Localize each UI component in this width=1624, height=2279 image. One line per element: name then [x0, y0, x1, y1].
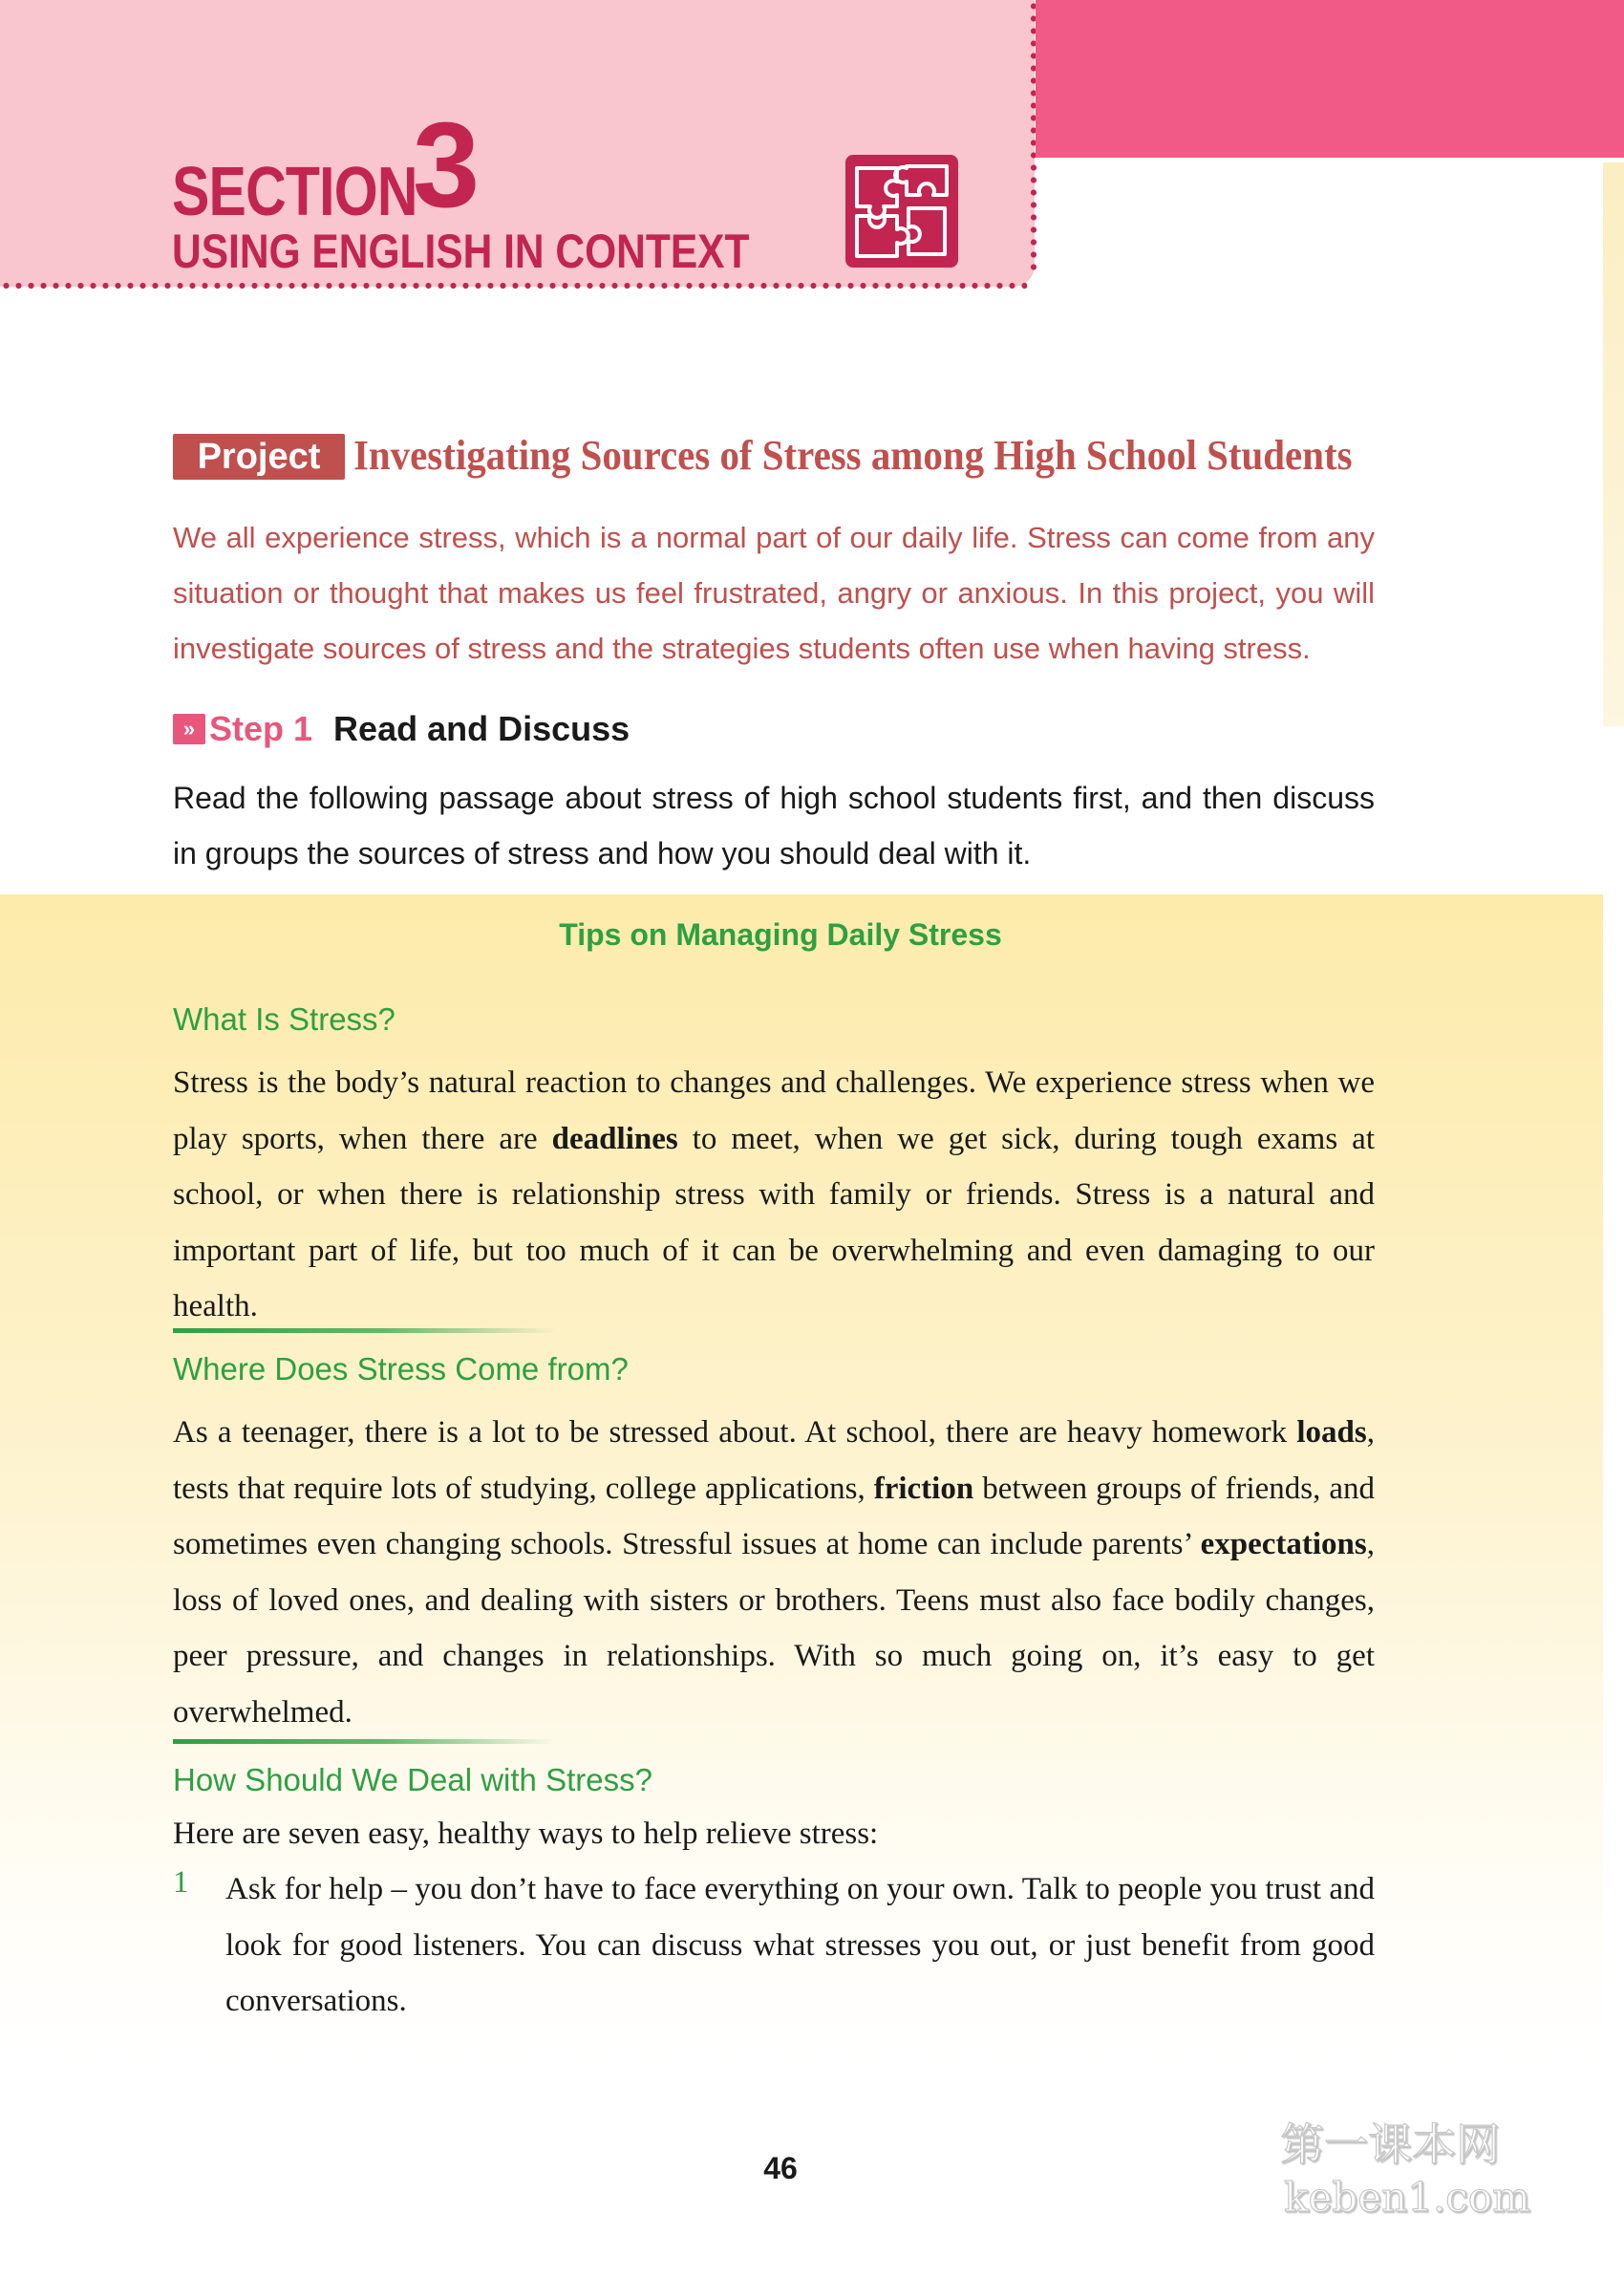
section-divider	[173, 1739, 555, 1744]
double-arrow-icon: »	[173, 714, 205, 744]
step-title: Read and Discuss	[333, 709, 630, 748]
project-badge: Project	[173, 434, 345, 480]
page-number: 46	[763, 2151, 798, 2185]
section-divider	[173, 1328, 555, 1333]
project-title: Investigating Sources of Stress among High School Students	[353, 432, 1353, 479]
paragraph-sources: As a teenager, there is a lot to be stressed about. At school, there are heavy homework loads, tests that require lots of studying, college applications, friction between groups of friends, and sometimes even changing schools. Stressful issues at home can include parents’ expectations, loss of loved ones, and dealing with sisters or brothers. Teens must also face bodily changes, peer pressure, and changes in relationships. With so much going on, it’s easy to get overwhelmed.	[173, 1415, 1376, 1730]
subheading-what-is-stress: What Is Stress?	[173, 1001, 395, 1037]
watermark-line-1: 第一课本网	[1280, 2118, 1500, 2170]
section-label: SECTION	[172, 154, 417, 230]
page-edge-strip	[1603, 162, 1624, 726]
list-lead: Here are seven easy, healthy ways to help relieve stress:	[173, 1817, 879, 1851]
step-label: Step 1	[209, 709, 313, 748]
watermark-line-2: keben1.com	[1284, 2174, 1530, 2221]
vocab-word: expectations	[1200, 1527, 1367, 1561]
section-number: 3	[413, 97, 481, 232]
subheading-sources: Where Does Stress Come from?	[173, 1351, 629, 1387]
passage-title: Tips on Managing Daily Stress	[559, 917, 1002, 952]
section-subtitle: USING ENGLISH IN CONTEXT	[172, 225, 750, 278]
subheading-deal-with-stress: How Should We Deal with Stress?	[173, 1762, 652, 1797]
watermark-logo	[1280, 2112, 1548, 2226]
header-accent-bar	[1036, 0, 1624, 158]
step-heading	[173, 706, 630, 752]
header-dotted-border-bottom	[0, 282, 1027, 290]
list-number: 1	[173, 1865, 189, 1900]
project-intro: We all experience stress, which is a normal part of our daily life. Stress can come from any situation or thought that makes us feel frustrated, angry or anxious. In this project, you will investigate sources of stress and the strategies students often use when having stress.	[173, 521, 1375, 665]
vocab-word: deadlines	[551, 1121, 678, 1156]
paragraph-what-is-stress: Stress is the body’s natural reaction to changes and challenges. We experience stress when we play sports, when there are deadlines to meet, when we get sick, during tough exams at school, or when there is relationship stress with family or friends. Stress is a natural and important part of life, but too much of it can be overwhelming and even damaging to our health.	[173, 1065, 1375, 1323]
step-description: Read the following passage about stress of high school students first, and then discuss in groups the sources of stress and how you should deal with it.	[173, 781, 1375, 871]
puzzle-icon	[844, 153, 960, 269]
list-item: Ask for help – you don’t have to face everything on your own. Talk to people you trust and look for good listeners. You can discuss what stresses you out, or just benefit from good conversations.	[225, 1872, 1375, 2018]
vocab-word: friction	[873, 1471, 974, 1506]
vocab-word: loads	[1296, 1415, 1367, 1450]
